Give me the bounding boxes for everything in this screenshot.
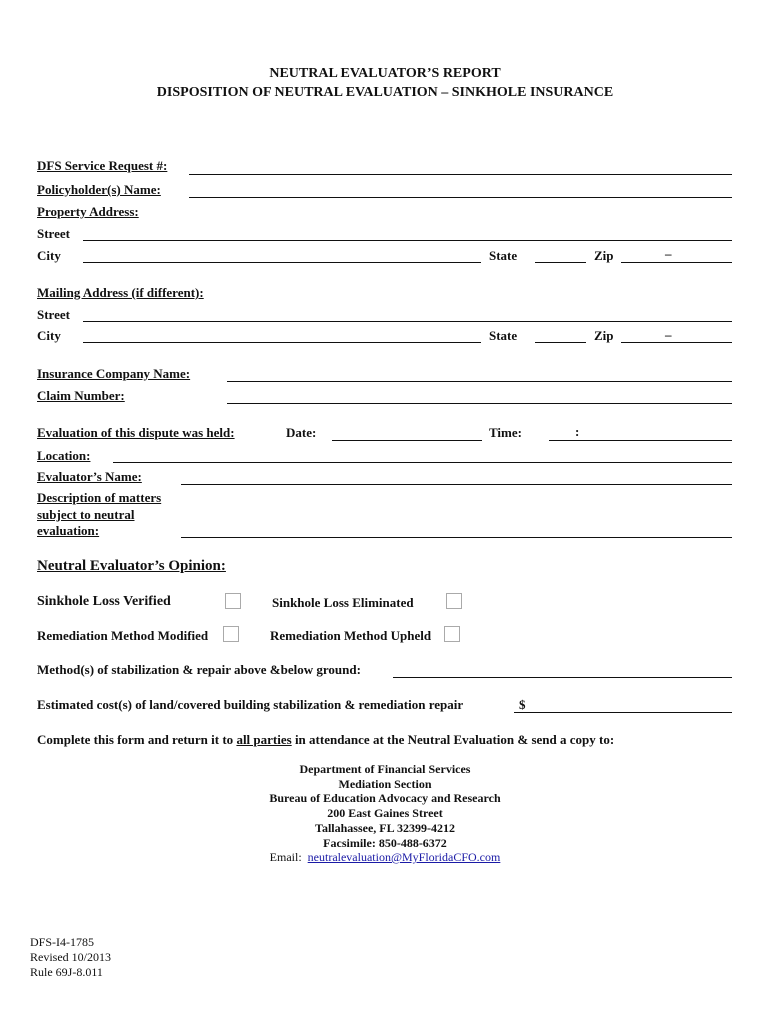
date-field[interactable]: [332, 440, 482, 441]
location-field[interactable]: [113, 462, 732, 463]
time-label: Time:: [489, 425, 522, 440]
policyholder-field[interactable]: [189, 197, 732, 198]
mailing-street-field[interactable]: [83, 321, 732, 322]
loss-eliminated-checkbox[interactable]: [446, 593, 462, 609]
instructions-all-parties: all parties: [236, 732, 292, 747]
property-zip-field[interactable]: [621, 262, 732, 263]
insurance-company-field[interactable]: [227, 381, 732, 382]
property-city-field[interactable]: [83, 262, 481, 263]
dollar-sign: $: [519, 697, 526, 712]
address-line-city: Tallahassee, FL 32399-4212: [315, 820, 455, 835]
property-zip-label: Zip: [594, 248, 614, 263]
description-field[interactable]: [181, 537, 732, 538]
address-line-street: 200 East Gaines Street: [327, 806, 443, 821]
remediation-modified-label: Remediation Method Modified: [37, 628, 209, 643]
dfs-request-label: DFS Service Request #:: [37, 158, 168, 173]
mailing-address-label: Mailing Address (if different):: [37, 285, 204, 300]
property-zip-dash: –: [665, 246, 672, 261]
instructions-suffix: in attendance at the Neutral Evaluation & send a copy to:: [291, 732, 615, 747]
date-label: Date:: [286, 425, 317, 440]
form-title: NEUTRAL EVALUATOR’S REPORT: [269, 66, 501, 81]
property-address-label: Property Address:: [37, 204, 139, 219]
mailing-zip-label: Zip: [594, 328, 614, 343]
methods-label: Method(s) of stabilization & repair above &below ground:: [37, 662, 361, 677]
mailing-state-field[interactable]: [535, 342, 586, 343]
property-state-field[interactable]: [535, 262, 586, 263]
instructions-prefix: Complete this form and return it to: [37, 732, 237, 747]
email-link[interactable]: neutralevaluation@MyFloridaCFO.com: [307, 850, 501, 864]
mailing-zip-dash: –: [665, 327, 672, 342]
mailing-state-label: State: [489, 328, 518, 343]
address-line-bureau: Bureau of Education Advocacy and Research: [269, 791, 501, 806]
cost-field[interactable]: [514, 712, 732, 713]
property-city-label: City: [37, 248, 61, 263]
evaluator-name-field[interactable]: [181, 484, 732, 485]
opinion-heading: Neutral Evaluator’s Opinion:: [37, 558, 226, 574]
mailing-city-label: City: [37, 328, 61, 343]
remediation-modified-checkbox[interactable]: [223, 626, 239, 642]
address-block: [0, 762, 770, 850]
claim-number-label: Claim Number:: [37, 388, 125, 403]
location-label: Location:: [37, 448, 91, 463]
remediation-upheld-label: Remediation Method Upheld: [270, 628, 432, 643]
footer-block: [30, 935, 111, 980]
loss-verified-checkbox[interactable]: [225, 593, 241, 609]
mailing-street-label: Street: [37, 307, 70, 322]
address-line-section: Mediation Section: [338, 776, 432, 791]
mailing-zip-field[interactable]: [621, 342, 732, 343]
dfs-request-field[interactable]: [189, 174, 732, 175]
instructions-text: [37, 732, 614, 748]
property-street-field[interactable]: [83, 240, 732, 241]
property-street-label: Street: [37, 226, 70, 241]
description-label-line2: subject to neutral: [37, 507, 135, 522]
footer-revised: Revised 10/2013: [30, 950, 111, 964]
remediation-upheld-checkbox[interactable]: [444, 626, 460, 642]
address-line-department: Department of Financial Services: [299, 762, 471, 776]
cost-label: Estimated cost(s) of land/covered building stabilization & remediation repair: [37, 697, 464, 712]
loss-verified-label: Sinkhole Loss Verified: [37, 594, 171, 609]
time-field[interactable]: [549, 440, 732, 441]
email-label: Email:: [269, 850, 302, 864]
email-row: [0, 850, 770, 865]
policyholder-label: Policyholder(s) Name:: [37, 182, 161, 197]
form-subtitle: DISPOSITION OF NEUTRAL EVALUATION – SINKHOLE INSURANCE: [156, 85, 614, 100]
footer-rule: Rule 69J-8.011: [30, 965, 103, 979]
footer-form-id: DFS-I4-1785: [30, 935, 95, 949]
description-label-line3: evaluation:: [37, 523, 100, 538]
description-label-line1: Description of matters: [37, 490, 162, 505]
claim-number-field[interactable]: [227, 403, 732, 404]
property-state-label: State: [489, 248, 518, 263]
insurance-company-label: Insurance Company Name:: [37, 366, 191, 381]
methods-field[interactable]: [393, 677, 732, 678]
evaluator-name-label: Evaluator’s Name:: [37, 469, 142, 484]
address-line-fax: Facsimile: 850-488-6372: [323, 835, 447, 850]
loss-eliminated-label: Sinkhole Loss Eliminated: [272, 595, 414, 610]
time-colon: :: [575, 424, 580, 439]
mailing-city-field[interactable]: [83, 342, 481, 343]
evaluation-held-label: Evaluation of this dispute was held:: [37, 425, 235, 440]
